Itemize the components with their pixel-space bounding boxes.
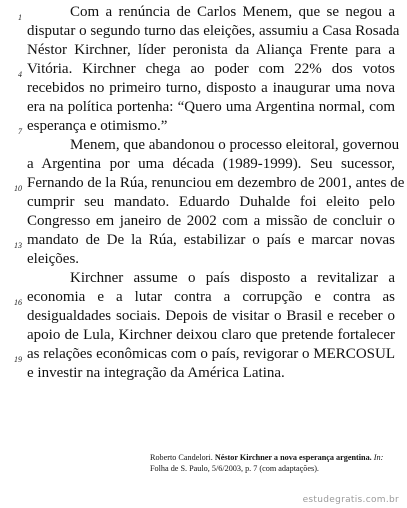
line-number: 10 <box>14 184 22 193</box>
line-number: 7 <box>18 127 22 136</box>
text-line: desigualdades sociais. Depois de visitar o Brasil e receber o <box>27 308 395 324</box>
text-line: as relações econômicas com o país, revigorar o MERCOSUL <box>27 346 395 362</box>
line-number: 13 <box>14 241 22 250</box>
text-line: Menem, que abandonou o processo eleitoral, governou <box>70 137 400 153</box>
source-author: Roberto Candelori. <box>150 453 213 462</box>
text-line: Néstor Kirchner, líder peronista da Aliança Frente para a <box>27 42 395 58</box>
text-line: economia e a lutar contra a corrupção e contra as <box>27 289 395 305</box>
text-line: Kirchner assume o país disposto a revitalizar a <box>70 270 395 286</box>
text-line: a Argentina por uma década (1989-1999). Seu sucessor, <box>27 156 395 172</box>
line-number: 1 <box>18 13 22 22</box>
text-line: Fernando de la Rúa, renunciou em dezembro de 2001, antes de <box>27 175 405 191</box>
text-line: e investir na integração da América Latina. <box>27 365 285 381</box>
source-publication: Folha de S. Paulo <box>150 464 208 473</box>
line-number: 4 <box>18 70 22 79</box>
text-line: era na política portenha: “Quero uma Argentina normal, com <box>27 99 395 115</box>
text-line: disputar o segundo turno das eleições, assumiu a Casa Rosada <box>27 23 400 39</box>
text-line: Com a renúncia de Carlos Menem, que se negou a <box>70 4 395 20</box>
source-details: , 5/6/2003, p. 7 (com adaptações). <box>207 464 319 473</box>
text-line: esperança e otimismo.” <box>27 118 168 134</box>
source-in-label: In: <box>373 453 384 462</box>
text-line: Congresso em janeiro de 2002 com a missão de concluir o <box>27 213 395 229</box>
line-number: 16 <box>14 298 22 307</box>
watermark: estudegratis.com.br <box>302 495 399 505</box>
text-line: eleições. <box>27 251 80 267</box>
source-title: Néstor Kirchner a nova esperança argentina. <box>214 453 372 462</box>
text-line: recebidos no primeiro turno, disposto a inaugurar uma nova <box>27 80 395 96</box>
text-line: Vitória. Kirchner chega ao poder com 22% dos votos <box>27 61 395 77</box>
source-citation <box>150 452 395 474</box>
text-line: mandato de De la Rúa, estabilizar o país e marcar novas <box>27 232 395 248</box>
line-number: 19 <box>14 355 22 364</box>
text-line: apoio de Lula, Kirchner deixou claro que pretende fortalecer <box>27 327 395 343</box>
text-line: cumprir seu mandato. Eduardo Duhalde foi eleito pelo <box>27 194 395 210</box>
